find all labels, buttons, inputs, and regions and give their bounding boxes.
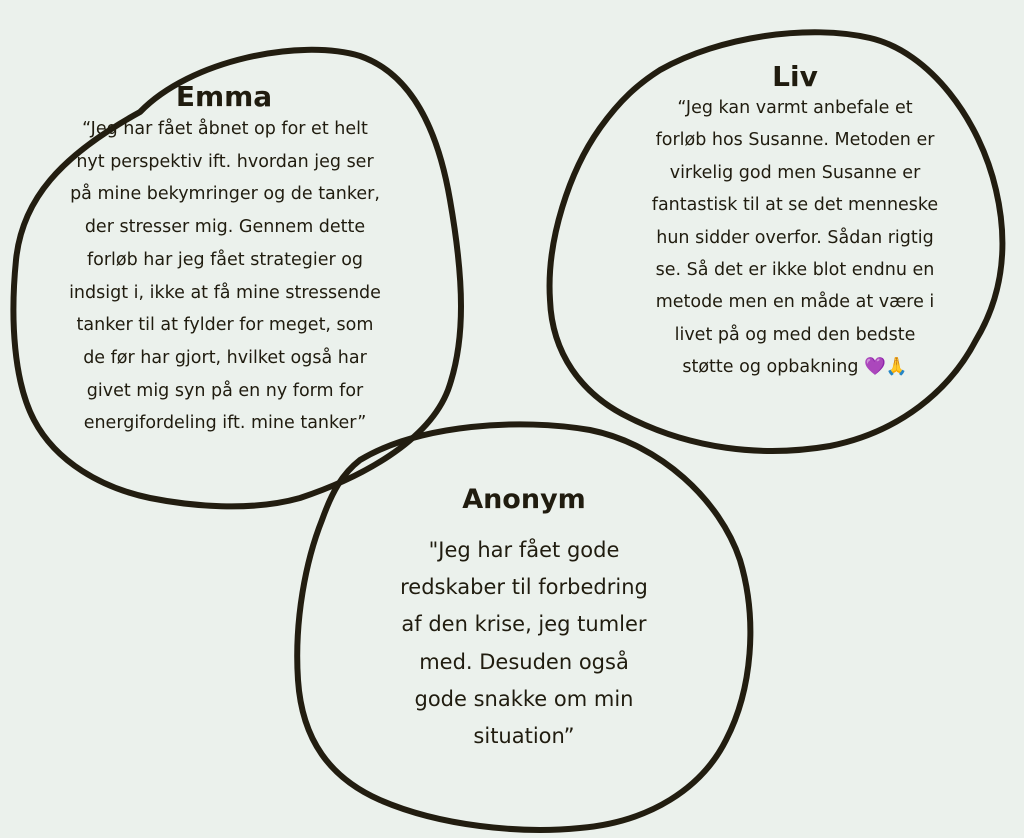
quote-line: nyt perspektiv ift. hvordan jeg ser — [76, 151, 374, 172]
quote-line: med. Desuden også — [419, 649, 629, 674]
quote-line: indsigt i, ikke at få mine stressende — [69, 282, 381, 303]
testimonial-quote — [40, 113, 410, 440]
quote-line: tanker til at fylder for meget, som — [76, 315, 374, 336]
quote-line: situation” — [473, 724, 575, 749]
quote-line: redskaber til forbedring — [400, 575, 648, 600]
testimonial-author: Liv — [772, 60, 818, 93]
quote-line: af den krise, jeg tumler — [401, 612, 647, 637]
testimonial-quote — [610, 92, 980, 384]
testimonial-card-emma — [40, 80, 410, 440]
quote-line: fantastisk til at se det menneske — [651, 195, 939, 216]
testimonial-author: Anonym — [462, 484, 586, 515]
quote-line: forløb har jeg fået strategier og — [86, 249, 364, 270]
testimonial-quote — [354, 532, 694, 755]
quote-line: "Jeg har fået gode — [428, 538, 620, 562]
quote-line: “Jeg kan varmt anbefale et — [677, 98, 913, 118]
quote-line: på mine bekymringer og de tanker, — [70, 184, 380, 205]
folded-hands-icon: 🙏 — [885, 357, 908, 378]
quote-line: livet på og med den bedste — [674, 324, 916, 345]
testimonial-card-anonym — [354, 482, 694, 755]
quote-line-text: støtte og opbakning — [682, 357, 859, 378]
quote-line: forløb hos Susanne. Metoden er — [655, 130, 935, 151]
purple-heart-icon: 💜 — [864, 357, 886, 378]
testimonial-author: Emma — [175, 80, 273, 113]
quote-line: metode men en måde at være i — [655, 292, 935, 313]
quote-line: virkelig god men Susanne er — [669, 162, 921, 183]
quote-line: givet mig syn på en ny form for — [86, 380, 364, 401]
quote-line: gode snakke om min — [414, 686, 634, 711]
quote-line: energifordeling ift. mine tanker” — [83, 413, 367, 434]
quote-line: de før har gjort, hvilket også har — [83, 347, 367, 368]
quote-line: se. Så det er ikke blot endnu en — [655, 260, 935, 281]
quote-line: hun sidder overfor. Sådan rigtig — [656, 227, 934, 248]
quote-line: “Jeg har fået åbnet op for et helt — [82, 119, 368, 139]
quote-line: der stresser mig. Gennem dette — [84, 217, 366, 238]
quote-line-last — [610, 351, 980, 383]
testimonial-card-liv — [610, 60, 980, 384]
